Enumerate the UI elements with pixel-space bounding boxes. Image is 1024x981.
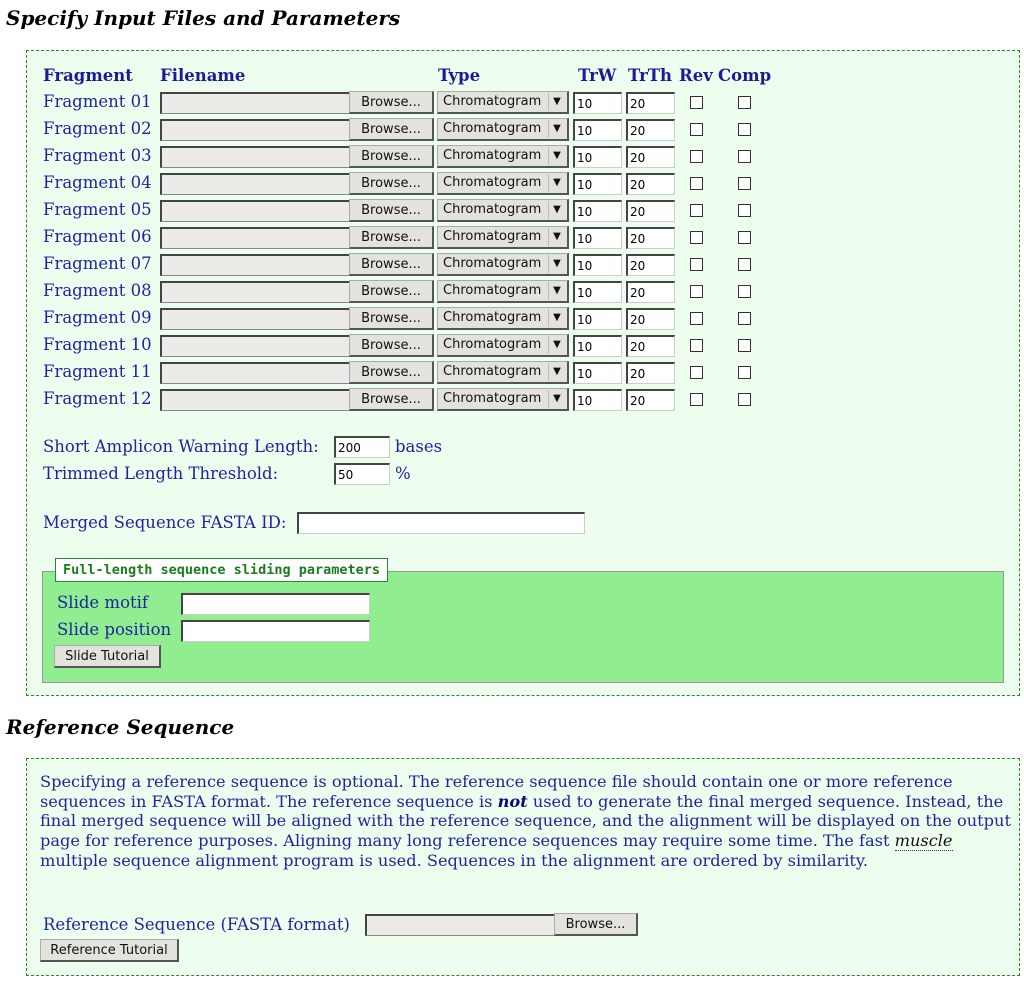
dropdown-arrow-icon: ▼ xyxy=(548,282,565,300)
dropdown-arrow-icon: ▼ xyxy=(548,390,565,408)
trimmed-length-unit: % xyxy=(395,464,411,483)
fragment-trth-input[interactable]: 20 xyxy=(626,227,675,249)
fragment-comp-checkbox[interactable] xyxy=(738,96,751,109)
sliding-params-legend: Full-length sequence sliding parameters xyxy=(55,558,388,582)
fragment-label: Fragment 08 xyxy=(43,281,152,300)
fragment-rev-checkbox[interactable] xyxy=(690,339,703,352)
slide-motif-label: Slide motif xyxy=(57,593,149,612)
dropdown-arrow-icon: ▼ xyxy=(548,120,565,138)
fragment-rev-checkbox[interactable] xyxy=(690,366,703,379)
fragment-browse-button[interactable]: Browse... xyxy=(349,145,434,168)
fragment-label: Fragment 02 xyxy=(43,119,152,138)
fragment-type-select[interactable]: Chromatogram ▼ xyxy=(437,145,569,168)
fragment-comp-checkbox[interactable] xyxy=(738,393,751,406)
merged-fasta-label: Merged Sequence FASTA ID: xyxy=(43,513,287,532)
fragment-rev-checkbox[interactable] xyxy=(690,393,703,406)
fragment-trth-input[interactable]: 20 xyxy=(626,281,675,303)
fragment-trw-input[interactable]: 10 xyxy=(573,227,622,249)
fragment-file-input[interactable] xyxy=(160,173,350,195)
reference-description: Specifying a reference sequence is optional. The reference sequence file should contain one or more reference sequences in FASTA format. The reference sequence is not used to generate the final merged sequence. Instead, the final merged sequence will be aligned with the reference sequence, and the alignment will be displayed on the output page for reference purposes. Aligning many long reference sequences may require some time. The fast muscle multiple sequence alignment program is used. Sequences in the alignment are ordered by similarity. xyxy=(40,772,1011,870)
fragment-rev-checkbox[interactable] xyxy=(690,150,703,163)
fragment-browse-button[interactable]: Browse... xyxy=(349,91,434,114)
fragment-browse-button[interactable]: Browse... xyxy=(349,280,434,303)
dropdown-arrow-icon: ▼ xyxy=(548,93,565,111)
fragment-rev-checkbox[interactable] xyxy=(690,258,703,271)
fragment-label: Fragment 05 xyxy=(43,200,152,219)
dropdown-arrow-icon: ▼ xyxy=(548,201,565,219)
fragment-browse-button[interactable]: Browse... xyxy=(349,118,434,141)
header-trw: TrW xyxy=(578,66,617,85)
fragment-browse-button[interactable]: Browse... xyxy=(349,199,434,222)
fragment-file-input[interactable] xyxy=(160,119,350,141)
fragment-browse-button[interactable]: Browse... xyxy=(349,226,434,249)
fragment-type-select[interactable]: Chromatogram ▼ xyxy=(437,307,569,330)
fragment-label: Fragment 07 xyxy=(43,254,152,273)
fragment-browse-button[interactable]: Browse... xyxy=(349,361,434,384)
reference-file-input[interactable] xyxy=(365,914,555,936)
fragment-type-select[interactable]: Chromatogram ▼ xyxy=(437,172,569,195)
fragment-browse-button[interactable]: Browse... xyxy=(349,334,434,357)
fragment-rev-checkbox[interactable] xyxy=(690,312,703,325)
fragment-rev-checkbox[interactable] xyxy=(690,96,703,109)
dropdown-arrow-icon: ▼ xyxy=(548,309,565,327)
fragment-browse-button[interactable]: Browse... xyxy=(349,388,434,411)
fragment-label: Fragment 04 xyxy=(43,173,152,192)
fragment-type-select[interactable]: Chromatogram ▼ xyxy=(437,226,569,249)
fragment-type-select[interactable]: Chromatogram ▼ xyxy=(437,253,569,276)
fragment-trw-input[interactable]: 10 xyxy=(573,119,622,141)
fragment-comp-checkbox[interactable] xyxy=(738,231,751,244)
header-type: Type xyxy=(438,66,481,85)
fragment-rev-checkbox[interactable] xyxy=(690,123,703,136)
fragment-type-select[interactable]: Chromatogram ▼ xyxy=(437,91,569,114)
fragment-trw-input[interactable]: 10 xyxy=(573,281,622,303)
fragment-comp-checkbox[interactable] xyxy=(738,204,751,217)
muscle-abbr: muscle xyxy=(894,831,953,851)
slide-position-input[interactable] xyxy=(181,620,370,642)
dropdown-arrow-icon: ▼ xyxy=(548,228,565,246)
dropdown-arrow-icon: ▼ xyxy=(548,336,565,354)
dropdown-arrow-icon: ▼ xyxy=(548,255,565,273)
fragment-label: Fragment 06 xyxy=(43,227,152,246)
fragment-file-input[interactable] xyxy=(160,389,350,411)
dropdown-arrow-icon: ▼ xyxy=(548,147,565,165)
header-filename: Filename xyxy=(160,66,246,85)
fragment-type-select[interactable]: Chromatogram ▼ xyxy=(437,361,569,384)
fragment-file-input[interactable] xyxy=(160,146,350,168)
fragment-file-input[interactable] xyxy=(160,335,350,357)
fragment-rev-checkbox[interactable] xyxy=(690,285,703,298)
fragment-browse-button[interactable]: Browse... xyxy=(349,172,434,195)
fragment-trth-input[interactable]: 20 xyxy=(626,146,675,168)
fragment-label: Fragment 10 xyxy=(43,335,152,354)
fragment-rev-checkbox[interactable] xyxy=(690,231,703,244)
fragment-file-input[interactable] xyxy=(160,200,350,222)
header-trth: TrTh xyxy=(628,66,673,85)
fragment-trw-input[interactable]: 10 xyxy=(573,362,622,384)
fragment-trw-input[interactable]: 10 xyxy=(573,308,622,330)
fragment-comp-checkbox[interactable] xyxy=(738,339,751,352)
fragment-comp-checkbox[interactable] xyxy=(738,177,751,190)
fragment-type-select[interactable]: Chromatogram ▼ xyxy=(437,388,569,411)
fragment-label: Fragment 12 xyxy=(43,389,152,408)
fragment-browse-button[interactable]: Browse... xyxy=(349,253,434,276)
short-amplicon-unit: bases xyxy=(395,437,443,456)
fragment-trth-input[interactable]: 20 xyxy=(626,308,675,330)
fragment-trw-input[interactable]: 10 xyxy=(573,146,622,168)
fragment-comp-checkbox[interactable] xyxy=(738,312,751,325)
fragment-trth-input[interactable]: 20 xyxy=(626,200,675,222)
emphasis-not: not xyxy=(497,791,528,811)
fragment-rev-checkbox[interactable] xyxy=(690,177,703,190)
fragment-label: Fragment 01 xyxy=(43,92,152,111)
fragment-rev-checkbox[interactable] xyxy=(690,204,703,217)
fragment-file-input[interactable] xyxy=(160,254,350,276)
short-amplicon-label: Short Amplicon Warning Length: xyxy=(43,437,319,456)
fragment-trth-input[interactable]: 20 xyxy=(626,389,675,411)
fragment-trth-input[interactable]: 20 xyxy=(626,92,675,114)
fragment-trw-input[interactable]: 10 xyxy=(573,389,622,411)
header-fragment: Fragment xyxy=(43,66,133,85)
fragment-trth-input[interactable]: 20 xyxy=(626,119,675,141)
fragment-type-select[interactable]: Chromatogram ▼ xyxy=(437,118,569,141)
fragment-trw-input[interactable]: 10 xyxy=(573,200,622,222)
fragment-trth-input[interactable]: 20 xyxy=(626,335,675,357)
fragment-label: Fragment 11 xyxy=(43,362,152,381)
fragment-file-input[interactable] xyxy=(160,308,350,330)
merged-fasta-input[interactable] xyxy=(297,512,585,534)
section-title-reference: Reference Sequence xyxy=(6,715,235,739)
fragment-type-select[interactable]: Chromatogram ▼ xyxy=(437,280,569,303)
fragment-file-input[interactable] xyxy=(160,281,350,303)
slide-position-label: Slide position xyxy=(57,620,172,639)
reference-browse-button[interactable]: Browse... xyxy=(554,913,638,936)
fragment-comp-checkbox[interactable] xyxy=(738,150,751,163)
fragment-file-input[interactable] xyxy=(160,227,350,249)
fragment-comp-checkbox[interactable] xyxy=(738,123,751,136)
fragment-label: Fragment 09 xyxy=(43,308,152,327)
fragment-label: Fragment 03 xyxy=(43,146,152,165)
trimmed-length-label: Trimmed Length Threshold: xyxy=(43,464,279,483)
reference-tutorial-button[interactable]: Reference Tutorial xyxy=(40,939,179,962)
fragment-trw-input[interactable]: 10 xyxy=(573,173,622,195)
header-rev: Rev xyxy=(679,66,713,85)
fragment-comp-checkbox[interactable] xyxy=(738,285,751,298)
fragment-trth-input[interactable]: 20 xyxy=(626,254,675,276)
fragment-browse-button[interactable]: Browse... xyxy=(349,307,434,330)
fragment-file-input[interactable] xyxy=(160,92,350,114)
fragment-comp-checkbox[interactable] xyxy=(738,366,751,379)
fragment-comp-checkbox[interactable] xyxy=(738,258,751,271)
reference-sequence-label: Reference Sequence (FASTA format) xyxy=(43,915,350,934)
slide-tutorial-button[interactable]: Slide Tutorial xyxy=(54,645,161,668)
fragment-trth-input[interactable]: 20 xyxy=(626,173,675,195)
fragment-trw-input[interactable]: 10 xyxy=(573,92,622,114)
fragment-trw-input[interactable]: 10 xyxy=(573,335,622,357)
section-title-input: Specify Input Files and Parameters xyxy=(6,6,401,30)
fragment-trth-input[interactable]: 20 xyxy=(626,362,675,384)
fragment-trw-input[interactable]: 10 xyxy=(573,254,622,276)
header-comp: Comp xyxy=(718,66,772,85)
short-amplicon-input[interactable]: 200 xyxy=(334,436,390,458)
dropdown-arrow-icon: ▼ xyxy=(548,363,565,381)
fragment-file-input[interactable] xyxy=(160,362,350,384)
slide-motif-input[interactable] xyxy=(181,593,370,615)
fragment-type-select[interactable]: Chromatogram ▼ xyxy=(437,334,569,357)
fragment-type-select[interactable]: Chromatogram ▼ xyxy=(437,199,569,222)
dropdown-arrow-icon: ▼ xyxy=(548,174,565,192)
trimmed-length-input[interactable]: 50 xyxy=(334,463,390,485)
